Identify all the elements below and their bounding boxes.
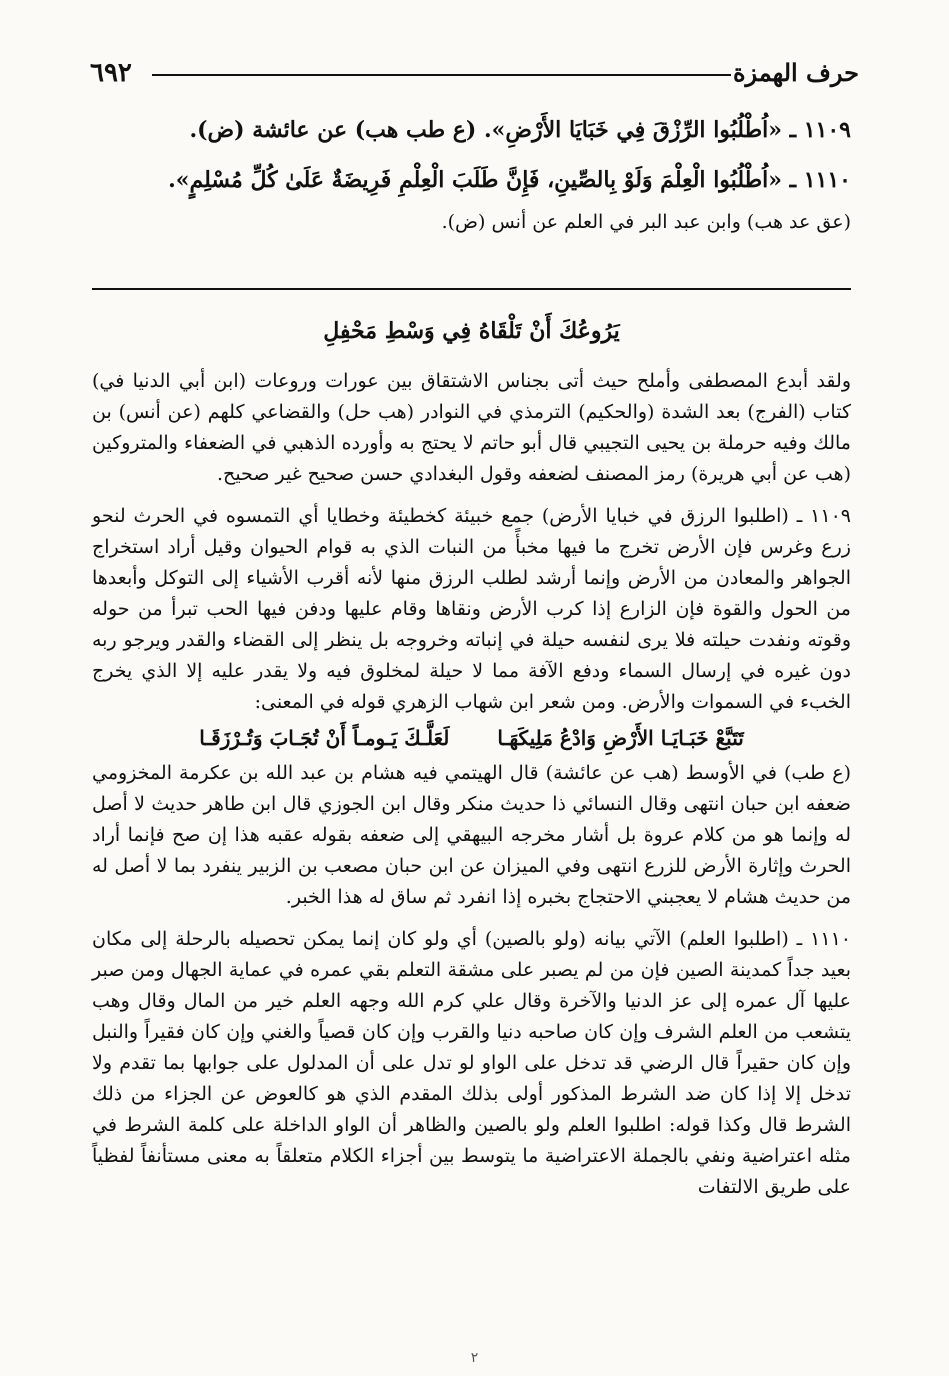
footer-mark: ٢ bbox=[470, 1350, 479, 1366]
section-divider bbox=[92, 288, 851, 290]
commentary-paragraph-3: (ع طب) في الأوسط (هب عن عائشة) قال الهيتمي فيه هشام بن عبد الله بن عكرمة المخزومي ضعفه ابن حبان انتهى وقال النسائي ذا حديث منكر وقال ابن الجوزي قال ابن طاهر حديث لا أصل له وإنما هو من كلام عروة بل أشار مخرجه البيهقي إلى ضعفه بقوله عقبه هذا إن صح فإنما أراد الحرث وإثارة الأرض للزرع انتهى وفي الميزان عن ابن حبان مصعب بن الزبير ينفرد بما لا أصل له من حديث هشام لا يعجبني الاحتجاج بخبره إذا انفرد ثم ساق له هذا الخبر. bbox=[92, 762, 851, 908]
commentary-section bbox=[92, 366, 851, 1203]
verse-line: يَرُوعُكَ أَنْ تَلْقَاهُ فِي وَسْطِ مَحْفِلِ bbox=[323, 318, 620, 344]
poem-first-hemistich: تَتَبَّعْ خَبَـايَـا الأَرْضِ وَادْعُ مَلِيكَهَـا bbox=[497, 726, 744, 750]
chapter-title: حرف الهمزة bbox=[732, 58, 859, 87]
hadith-1110: ١١١٠ ـ «اُطْلُبُوا الْعِلْمَ وَلَوْ بِالصِّينِ، فَإِنَّ طَلَبَ الْعِلْمِ فَرِيضَةٌ عَلَىٰ كُلِّ مُسْلِمٍ». bbox=[168, 167, 851, 193]
poem-second-hemistich: لَعَلَّـكَ يَـومـاً أَنْ تُجَـابَ وَتُـرْزَقَـا bbox=[199, 726, 450, 750]
commentary-paragraph-1: ولقد أبدع المصطفى وأملح حيث أتى بجناس الاشتقاق بين عورات وروعات (ابن أبي الدنيا في) كتاب (الفرج) بعد الشدة (والحكيم) الترمذي في النوادر (هب حل) والقضاعي كلهم (عن أنس) بن مالك وفيه حرملة بن يحيى التجيبي قال أبو حاتم لا يحتج به وأورده الذهبي في الضعفاء والمتروكين (هب عن أبي هريرة) رمز المصنف لضعفه وقول البغدادي حسن صحيح غير صحيح. bbox=[92, 370, 851, 485]
commentary-paragraph-2: ١١٠٩ ـ (اطلبوا الرزق في خبايا الأرض) جمع خبيئة كخطيئة وخطايا أي التمسوه في الحرث لنحو زرع وغرس فإن الأرض تخرج ما فيها مخبأً من النبات الذي به قوام الحيوان وقيل أراد استخراج الجواهر والمعادن من الأرض وإنما أرشد لطلب الرزق منها لأنه أقرب الأشياء إلى التوكل وأبعدها من الحول والقوة فإن الزارع إذا كرب الأرض ونقاها وقام عليها ودفن فيها الحب تبرأ من حوله وقوته ونفدت حيلته فلا يرى لنفسه حيلة في إنباته وخروجه بل ينظر إلى القضاء والقدر ويرجو ربه دون غيره في إرسال السماء ودفع الآفة مما لا حيلة لمخلوق فيه ولا يقدر عليه إلا الذي يخرج الخبء في السموات والأرض. ومن شعر ابن شهاب الزهري قوله في المعنى: bbox=[92, 505, 851, 713]
poem-line bbox=[92, 718, 851, 758]
matn-section bbox=[92, 116, 851, 236]
page-header bbox=[90, 52, 859, 92]
page-number: ٦٩٢ bbox=[90, 58, 132, 88]
header-rule bbox=[152, 74, 731, 76]
hadith-1109: ١١٠٩ ـ «اُطْلُبُوا الرِّزْقَ فِي خَبَايَا الأَرْضِ». (ع طب هب) عن عائشة (ض). bbox=[189, 117, 851, 143]
hadith-1110-source: (عق عد هب) وابن عبد البر في العلم عن أنس (ض). bbox=[441, 211, 851, 233]
commentary-paragraph-4: ١١١٠ ـ (اطلبوا العلم) الآتي بيانه (ولو بالصين) أي ولو كان إنما يمكن تحصيله بالرحلة إلى مكان بعيد جداً كمدينة الصين فإن من لم يصبر على مشقة التعلم بقي عمره في عماية الجهال ومن صبر عليها آل عمره إلى عز الدنيا والآخرة وقال علي كرم الله وجهه العلم خير من المال وقال وهب يتشعب من العلم الشرف وإن كان صاحبه دنيا والقرب وإن كان قصياً والغني وإن كان فقيراً والنبل وإن كان حقيراً قال الرضي قد تدخل على الواو لو تدل على أن المدلول على جوابها بما تقدم ولا تدخل إلا إذا كان ضد الشرط المذكور أولى بذلك المقدم الذي هو كالعوض عن الجزاء من ذلك الشرط قال وكذا قوله: اطلبوا العلم ولو بالصين والظاهر أن الواو الداخلة على كلمة الشرط في مثله اعتراضية ونفي بالجملة الاعتراضية ما يتوسط بين أجزاء الكلام متعلقاً به معنى مستأنفاً لفظياً على طريق الالتفات bbox=[92, 928, 851, 1198]
